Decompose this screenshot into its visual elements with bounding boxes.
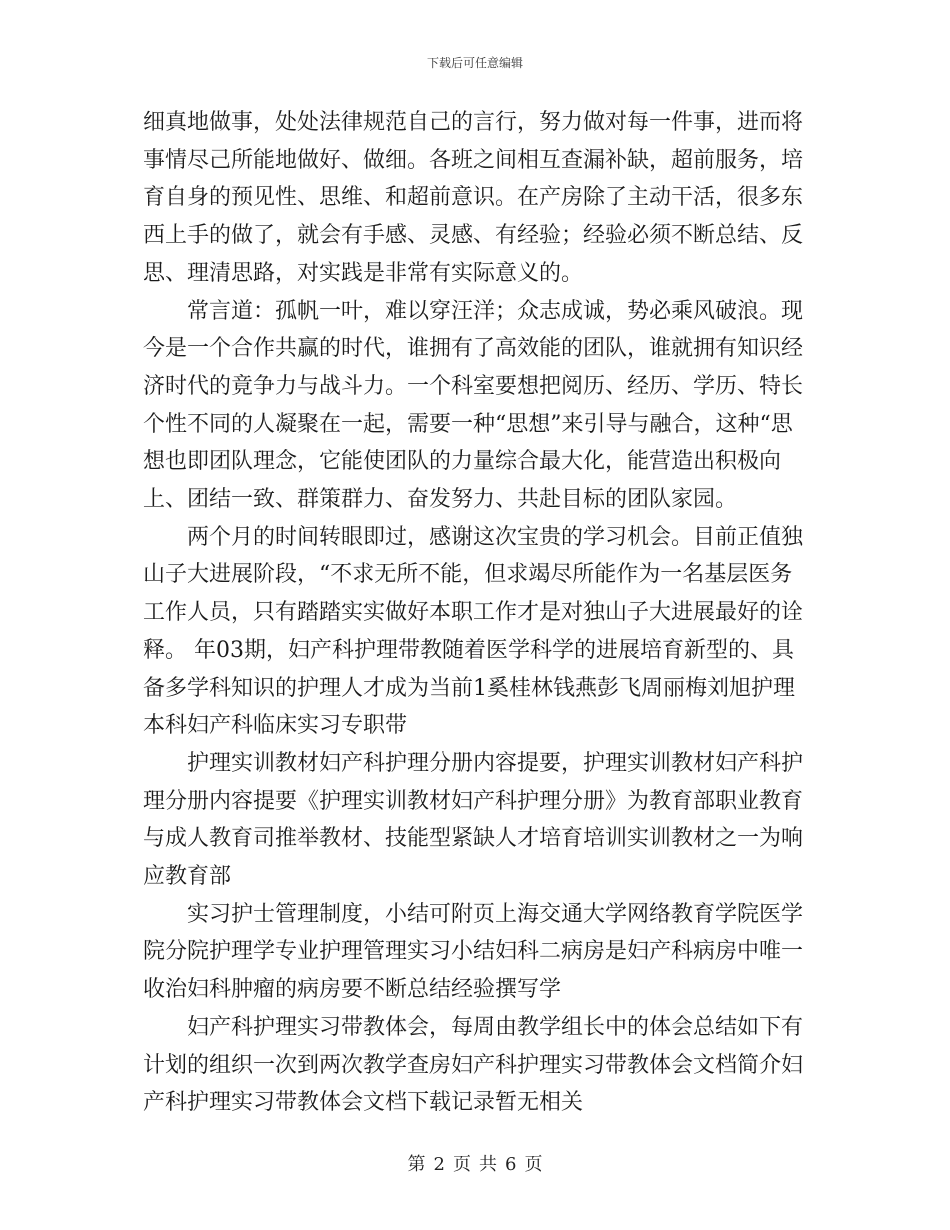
footer-total-word: 共: [479, 1154, 497, 1175]
page-footer: [0, 1150, 950, 1176]
footer-page-word: 页: [453, 1154, 471, 1175]
footer-prefix: 第: [407, 1154, 426, 1175]
footer-total-pages: 6: [505, 1154, 517, 1175]
paragraph-2: 常言道：孤帆一叶，难以穿汪洋；众志成诚，势必乘风破浪。现今是一个合作共赢的时代，谁拥有了高效能的团队，谁就拥有知识经济时代的竟争力与战斗力。一个科室要想把阅历、经历、学历、特长个性不同的人凝聚在一起，需要一种“思想”来引导与融合，这种“思想也即团队理念，它能使团队的力量综合最大化，能营造出积极向上、团结一致、群策群力、奋发努力、共赴目标的团队家园。: [143, 298, 804, 513]
paragraph-5: 实习护士管理制度，小结可附页上海交通大学网络教育学院医学院分院护理学专业护理管理实习小结妇科二病房是妇产科病房中唯一收治妇科肿瘤的病房要不断总结经验撰写学: [143, 901, 804, 1003]
paragraph-6: 妇产科护理实习带教体会，每周由教学组长中的体会总结如下有计划的组织一次到两次教学查房妇产科护理实习带教体会文档简介妇产科护理实习带教体会文档下载记录暂无相关: [143, 1014, 804, 1116]
paragraph-4: 护理实训教材妇产科护理分册内容提要，护理实训教材妇产科护理分册内容提要《护理实训教材妇产科护理分册》为教育部职业教育与成人教育司推举教材、技能型紧缺人才培育培训实训教材之一为响应教育部: [143, 750, 804, 890]
paragraph-3: 两个月的时间转眼即过，感谢这次宝贵的学习机会。目前正值独山子大进展阶段，“不求无所不能，但求竭尽所能作为一名基层医务工作人员，只有踏踏实实做好本职工作才是对独山子大进展最好的诠释。 年03期，妇产科护理带教随着医学科学的进展培育新型的、具备多学科知识的护理人才成为当前1奚桂林钱燕彭飞周丽梅刘旭护理本科妇产科临床实习专职带: [143, 524, 804, 739]
footer-suffix: 页: [524, 1154, 543, 1175]
document-body: [143, 104, 813, 1122]
paragraph-1: 细真地做事，处处法律规范自己的言行，努力做对每一件事，进而将事情尽己所能地做好、做细。各班之间相互查漏补缺，超前服务，培育自身的预见性、思维、和超前意识。在产房除了主动干活，很多东西上手的做了，就会有手感、灵感、有经验；经验必须不断总结、反思、理清思路，对实践是非常有实际意义的。: [143, 110, 804, 286]
page-header: 下载后可任意编辑: [426, 56, 523, 70]
footer-page-number: 2: [433, 1154, 445, 1175]
